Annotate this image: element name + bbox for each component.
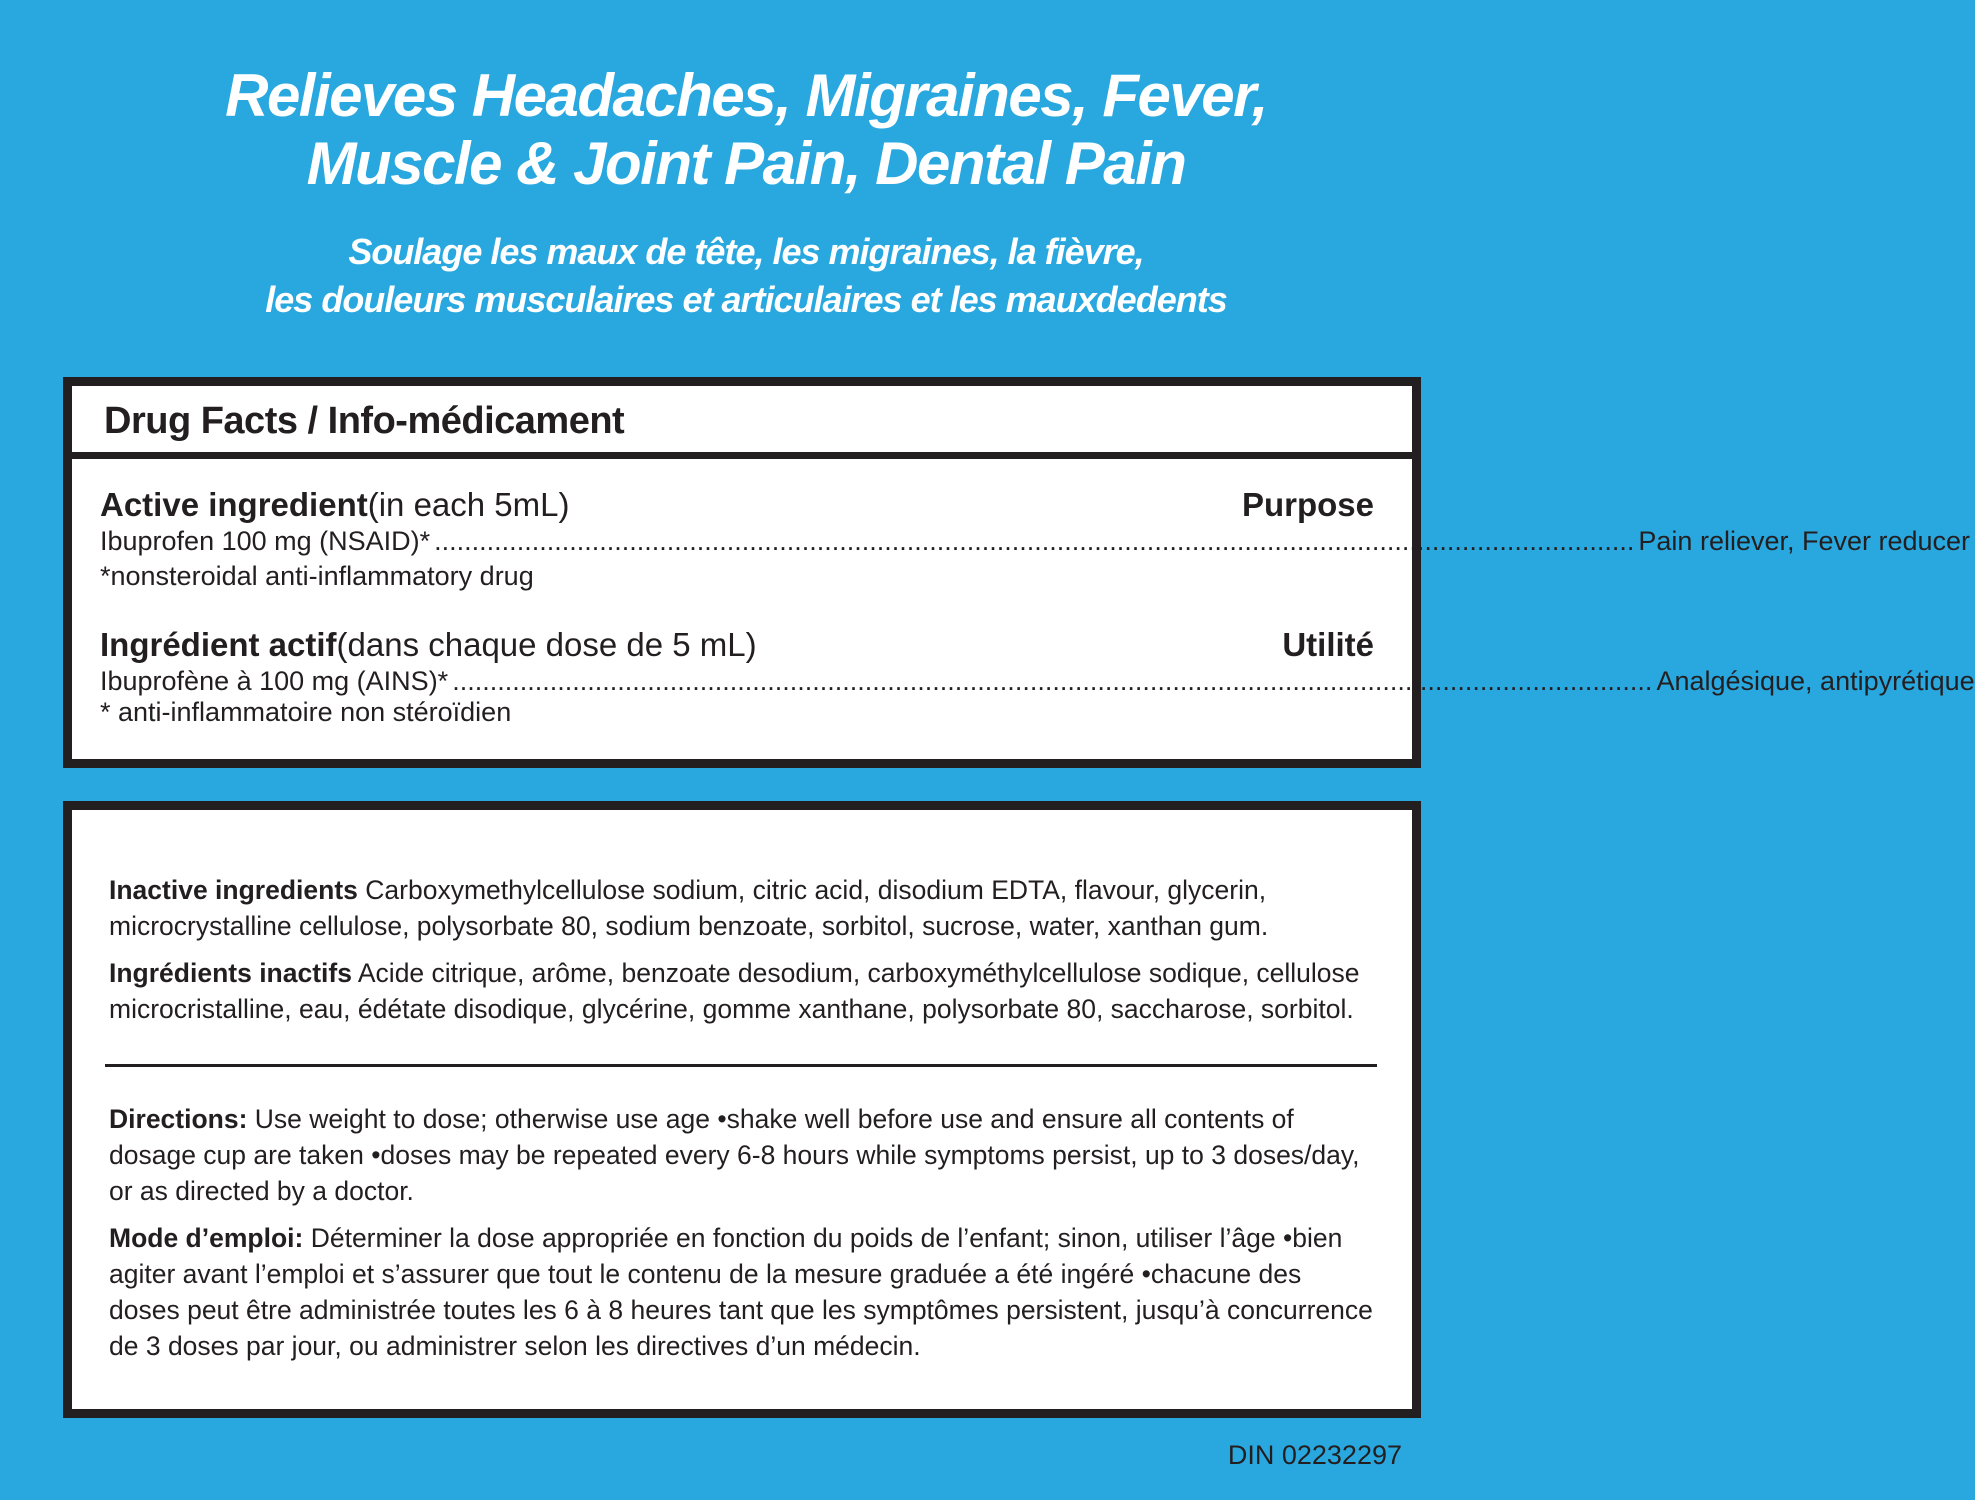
inactive-ingredients-fr — [109, 955, 1379, 1027]
drug-facts-title: Drug Facts / Info-médicament — [104, 400, 625, 442]
utilite-value: Analgésique, antipyrétique — [1656, 666, 1975, 696]
inactive-ingredients-en-text: Carboxymethylcellulose sodium, citric acid, disodium EDTA, flavour, glycerin, microcrystalline cellulose, polysorbate 80, sodium benzoate, sorbitol, sucrose, water, xanthan gum. — [109, 875, 1269, 941]
ingredient-actif-line — [100, 666, 1975, 697]
directions-en-text: Use weight to dose; otherwise use age •shake well before use and ensure all contents of dosage cup are taken •doses may be repeated every 6-8 hours while symptoms persist, up to 3 doses/day, or as directed by a doctor. — [109, 1104, 1360, 1206]
directions-en — [109, 1101, 1379, 1209]
ingredient-actif-label: Ingrédient actif — [100, 626, 337, 663]
directions-fr-label: Mode d’emploi: — [109, 1223, 304, 1253]
active-ingredient-qualifier: (in each 5mL) — [367, 486, 570, 523]
drug-facts-box — [63, 377, 1975, 768]
headline-en — [0, 62, 1492, 198]
directions-fr-text: Déterminer la dose appropriée en fonction du poids de l’enfant; sinon, utiliser l’âge •bien agiter avant l’emploi et s’assurer que tout le contenu de la mesure graduée a été ingéré •chacune des doses peut être administrée toutes les 6 à 8 heures tant que les symptômes persistent, jusqu’à concurrence de 3 doses par jour, ou administrer selon les directives d’un médecin. — [109, 1223, 1373, 1361]
ingredient-actif-name: Ibuprofène à 100 mg (AINS)* — [100, 666, 449, 696]
ingredients-directions-box — [63, 801, 1421, 1418]
drug-facts-header — [72, 386, 1412, 459]
directions-fr — [109, 1220, 1379, 1364]
active-ingredient-name: Ibuprofen 100 mg (NSAID)* — [100, 526, 431, 556]
headline-fr — [0, 228, 1492, 324]
section-divider — [105, 1064, 1377, 1067]
din-number: DIN 02232297 — [1227, 1440, 1402, 1470]
headline-en-line2: Muscle & Joint Pain, Dental Pain — [306, 130, 1186, 197]
inactive-ingredients-en — [109, 872, 1379, 944]
inactive-ingredients-fr-label: Ingrédients inactifs — [109, 958, 352, 988]
purpose-value: Pain reliever, Fever reducer — [1638, 526, 1971, 556]
headline-fr-line1: Soulage les maux de tête, les migraines, la fièvre, — [348, 231, 1144, 272]
inactive-ingredients-fr-text: Acide citrique, arôme, benzoate desodium, carboxyméthylcellulose sodique, cellulose microcristalline, eau, édétate disodique, glycérine, gomme xanthane, polysorbate 80, saccharose, sorbitol. — [109, 958, 1360, 1024]
ingredient-actif-heading — [100, 626, 1374, 666]
ingredient-actif-note: * anti-inflammatoire non stéroïdien — [100, 697, 512, 727]
active-ingredient-note: *nonsteroidal anti-inflammatory drug — [100, 561, 534, 591]
leader-dots: ................................................................................................................................................................ — [434, 526, 1635, 556]
active-ingredient-heading — [100, 486, 1374, 526]
headline-en-line1: Relieves Headaches, Migraines, Fever, — [225, 62, 1267, 129]
headline-fr-line2: les douleurs musculaires et articulaires et les mauxdedents — [265, 279, 1227, 320]
directions-en-label: Directions: — [109, 1104, 248, 1134]
leader-dots: ................................................................................................................................................................ — [452, 666, 1653, 696]
ingredient-actif-qualifier: (dans chaque dose de 5 mL) — [336, 626, 757, 663]
purpose-label: Purpose — [1241, 486, 1374, 523]
active-ingredient-label: Active ingredient — [100, 486, 368, 523]
active-ingredient-line — [100, 526, 1971, 557]
utilite-label: Utilité — [1282, 626, 1374, 663]
inactive-ingredients-en-label: Inactive ingredients — [109, 875, 358, 905]
